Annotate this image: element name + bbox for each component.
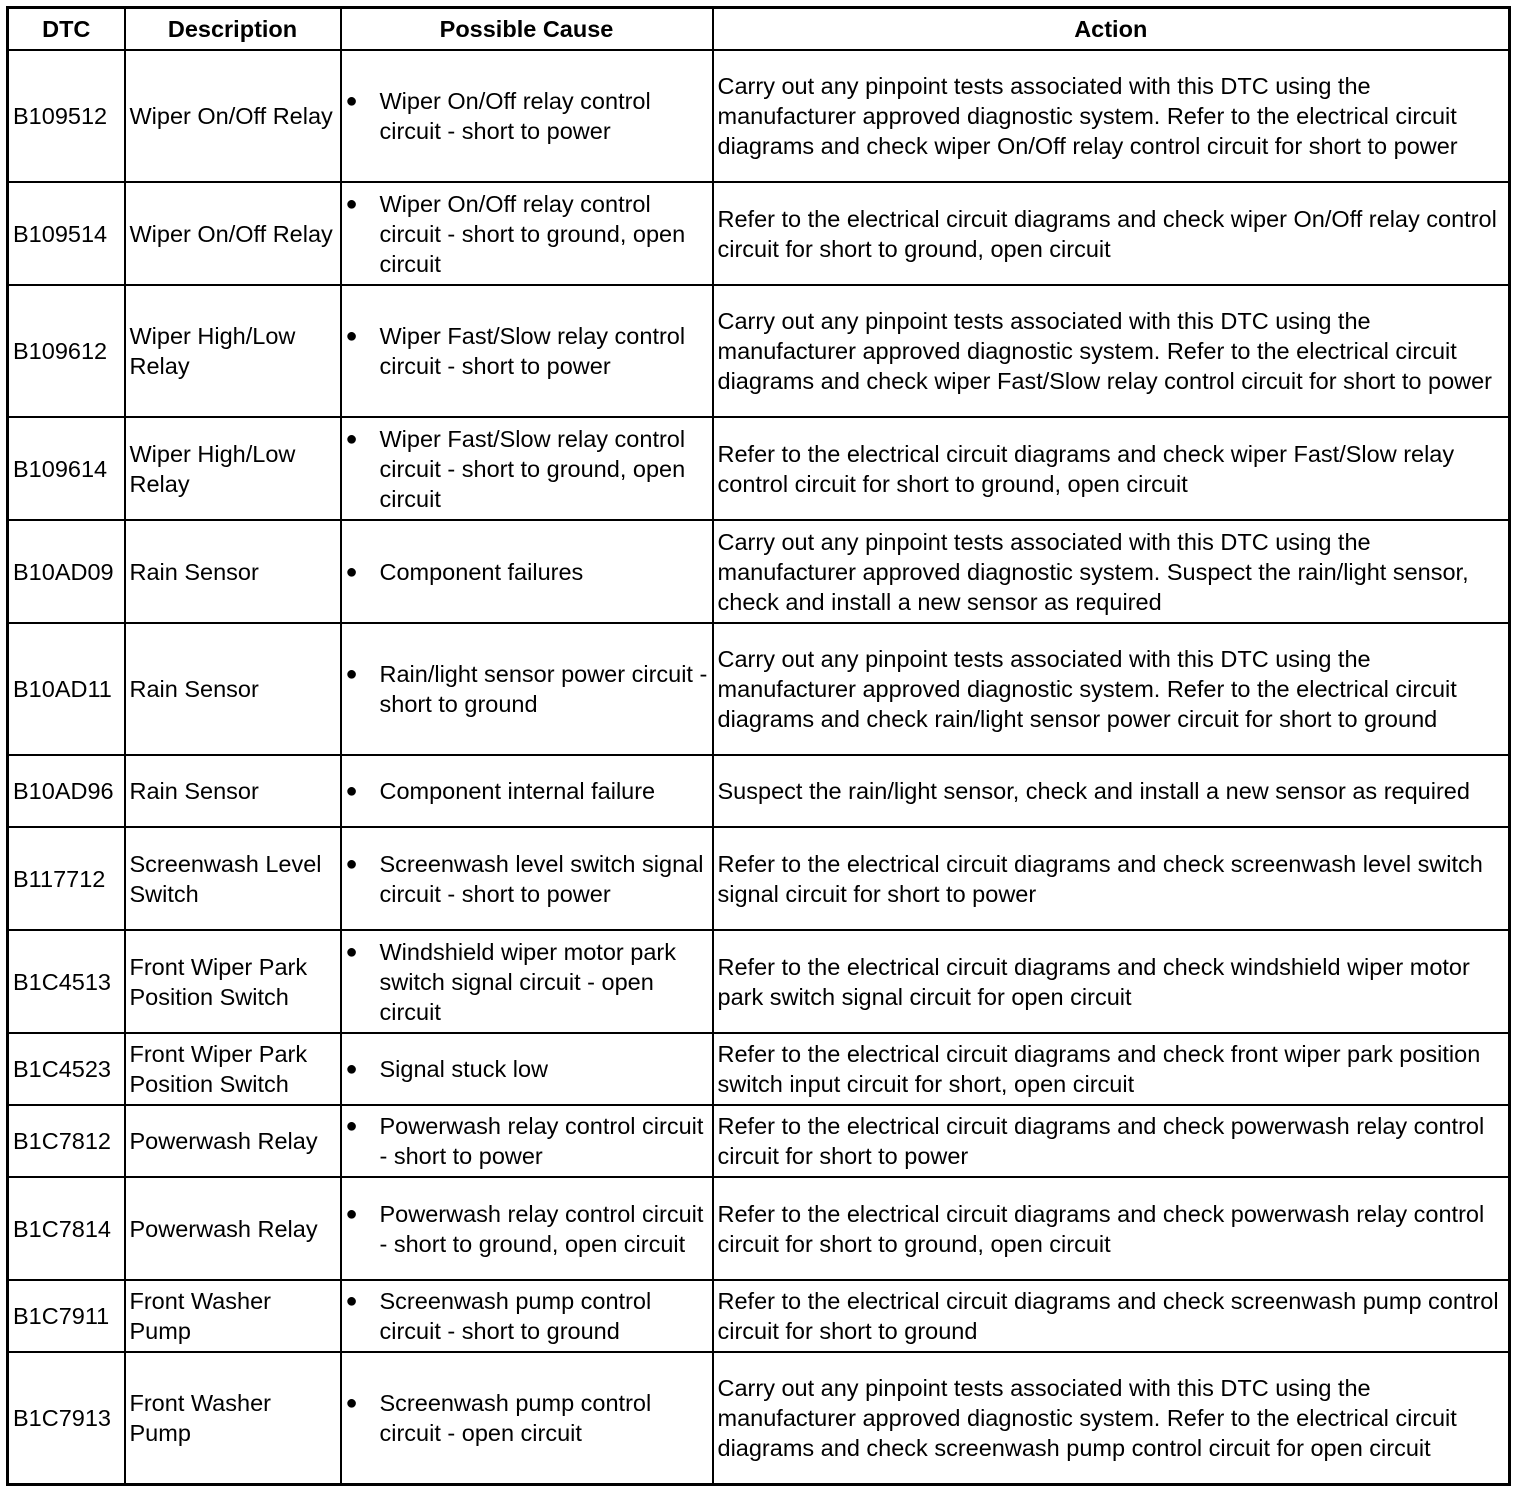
action-text: Refer to the electrical circuit diagrams and check powerwash relay control circuit for short to ground, open circuit: [713, 1177, 1510, 1280]
possible-cause: [341, 930, 713, 1033]
table-row: [8, 1105, 1510, 1177]
action-text: Carry out any pinpoint tests associated with this DTC using the manufacturer approved diagnostic system. Refer to the electrical circuit diagrams and check wiper Fast/Slow relay control circuit for short to power: [713, 285, 1510, 417]
bullet-icon: ●: [345, 560, 358, 583]
action-text: Refer to the electrical circuit diagrams and check powerwash relay control circuit for short to power: [713, 1105, 1510, 1177]
dtc-code: B10AD96: [8, 755, 125, 827]
bullet-icon: ●: [345, 1391, 358, 1414]
dtc-code: B1C4513: [8, 930, 125, 1033]
bullet-icon: ●: [345, 1058, 358, 1080]
action-text: Refer to the electrical circuit diagrams and check screenwash level switch signal circuit for short to power: [713, 827, 1510, 930]
dtc-table: [6, 6, 1511, 1486]
dtc-description: Powerwash Relay: [125, 1105, 341, 1177]
bullet-icon: ●: [345, 852, 358, 875]
dtc-code: B1C7812: [8, 1105, 125, 1177]
possible-cause-text: Powerwash relay control circuit - short to power: [379, 1113, 704, 1169]
dtc-code: B109514: [8, 182, 125, 285]
bullet-icon: ●: [345, 780, 358, 802]
dtc-description: Wiper High/Low Relay: [125, 285, 341, 417]
possible-cause-text: Screenwash pump control circuit - open circuit: [379, 1389, 652, 1446]
possible-cause: [341, 520, 713, 623]
table-row: [8, 520, 1510, 623]
table-row: [8, 623, 1510, 755]
possible-cause-text: Screenwash pump control circuit - short to ground: [379, 1288, 652, 1344]
header-row: [8, 8, 1510, 51]
possible-cause: [341, 50, 713, 182]
dtc-description: Rain Sensor: [125, 520, 341, 623]
header-action: Action: [713, 8, 1510, 51]
possible-cause-text: Rain/light sensor power circuit - short to ground: [379, 661, 708, 717]
action-text: Refer to the electrical circuit diagrams and check wiper On/Off relay control circuit for short to ground, open circuit: [713, 182, 1510, 285]
possible-cause-text: Wiper On/Off relay control circuit - short to ground, open circuit: [379, 190, 686, 277]
possible-cause: [341, 827, 713, 930]
action-text: Suspect the rain/light sensor, check and install a new sensor as required: [713, 755, 1510, 827]
possible-cause: [341, 285, 713, 417]
possible-cause-text: Wiper On/Off relay control circuit - short to power: [379, 88, 651, 144]
possible-cause: [341, 1033, 713, 1105]
dtc-description: Rain Sensor: [125, 623, 341, 755]
dtc-description: Front Washer Pump: [125, 1352, 341, 1484]
action-text: Refer to the electrical circuit diagrams and check windshield wiper motor park switch signal circuit for open circuit: [713, 930, 1510, 1033]
dtc-description: Front Wiper Park Position Switch: [125, 930, 341, 1033]
possible-cause-text: Component internal failure: [379, 778, 656, 804]
possible-cause: [341, 417, 713, 520]
dtc-code: B10AD11: [8, 623, 125, 755]
dtc-code: B109512: [8, 50, 125, 182]
table-row: [8, 930, 1510, 1033]
dtc-description: Screenwash Level Switch: [125, 827, 341, 930]
action-text: Refer to the electrical circuit diagrams and check screenwash pump control circuit for short to ground: [713, 1280, 1510, 1352]
action-text: Carry out any pinpoint tests associated with this DTC using the manufacturer approved diagnostic system. Refer to the electrical circuit diagrams and check rain/light sensor power circuit for short to ground: [713, 623, 1510, 755]
possible-cause: [341, 1105, 713, 1177]
dtc-description: Wiper On/Off Relay: [125, 50, 341, 182]
possible-cause-text: Signal stuck low: [379, 1056, 548, 1082]
table-row: [8, 1280, 1510, 1352]
possible-cause-text: Windshield wiper motor park switch signal circuit - open circuit: [379, 938, 676, 1025]
dtc-code: B1C7913: [8, 1352, 125, 1484]
bullet-icon: ●: [345, 192, 358, 215]
table-row: [8, 1177, 1510, 1280]
dtc-code: B117712: [8, 827, 125, 930]
possible-cause: [341, 1352, 713, 1484]
dtc-description: Wiper On/Off Relay: [125, 182, 341, 285]
possible-cause: [341, 1177, 713, 1280]
bullet-icon: ●: [345, 325, 358, 347]
bullet-icon: ●: [345, 940, 358, 963]
action-text: Carry out any pinpoint tests associated with this DTC using the manufacturer approved diagnostic system. Refer to the electrical circuit diagrams and check wiper On/Off relay control circuit for short to power: [713, 50, 1510, 182]
possible-cause-text: Wiper Fast/Slow relay control circuit - short to power: [379, 323, 686, 379]
bullet-icon: ●: [345, 663, 358, 685]
table-row: [8, 182, 1510, 285]
bullet-icon: ●: [345, 90, 358, 112]
table-row: [8, 1352, 1510, 1484]
header-possible-cause: Possible Cause: [341, 8, 713, 51]
dtc-description: Front Washer Pump: [125, 1280, 341, 1352]
action-text: Refer to the electrical circuit diagrams and check wiper Fast/Slow relay control circuit for short to ground, open circuit: [713, 417, 1510, 520]
action-text: Refer to the electrical circuit diagrams and check front wiper park position switch input circuit for short, open circuit: [713, 1033, 1510, 1105]
possible-cause-text: Screenwash level switch signal circuit - short to power: [379, 850, 704, 907]
header-description: Description: [125, 8, 341, 51]
dtc-description: Rain Sensor: [125, 755, 341, 827]
dtc-description: Wiper High/Low Relay: [125, 417, 341, 520]
dtc-description: Front Wiper Park Position Switch: [125, 1033, 341, 1105]
table-row: [8, 755, 1510, 827]
bullet-icon: ●: [345, 1115, 358, 1137]
dtc-code: B109612: [8, 285, 125, 417]
possible-cause-text: Powerwash relay control circuit - short to ground, open circuit: [379, 1200, 704, 1257]
header-dtc: DTC: [8, 8, 125, 51]
action-text: Carry out any pinpoint tests associated with this DTC using the manufacturer approved diagnostic system. Refer to the electrical circuit diagrams and check screenwash pump control circuit for open circuit: [713, 1352, 1510, 1484]
possible-cause: [341, 1280, 713, 1352]
possible-cause-text: Component failures: [379, 558, 584, 585]
bullet-icon: ●: [345, 1290, 358, 1312]
possible-cause-text: Wiper Fast/Slow relay control circuit - short to ground, open circuit: [379, 425, 686, 512]
dtc-code: B109614: [8, 417, 125, 520]
table-row: [8, 827, 1510, 930]
dtc-code: B1C7814: [8, 1177, 125, 1280]
action-text: Carry out any pinpoint tests associated with this DTC using the manufacturer approved diagnostic system. Suspect the rain/light sensor, check and install a new sensor as required: [713, 520, 1510, 623]
dtc-description: Powerwash Relay: [125, 1177, 341, 1280]
dtc-code: B1C7911: [8, 1280, 125, 1352]
bullet-icon: ●: [345, 427, 358, 450]
table-row: [8, 285, 1510, 417]
dtc-code: B10AD09: [8, 520, 125, 623]
possible-cause: [341, 755, 713, 827]
possible-cause: [341, 182, 713, 285]
possible-cause: [341, 623, 713, 755]
table-row: [8, 1033, 1510, 1105]
bullet-icon: ●: [345, 1202, 358, 1225]
table-row: [8, 50, 1510, 182]
table-row: [8, 417, 1510, 520]
dtc-code: B1C4523: [8, 1033, 125, 1105]
